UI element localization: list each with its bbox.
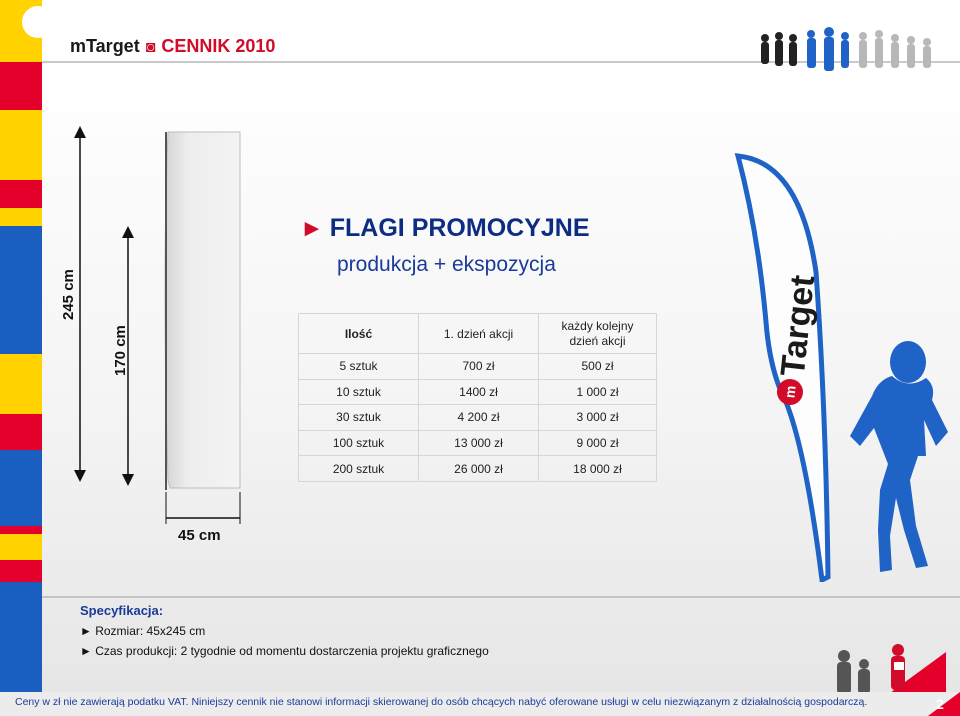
promo-flag-illustration (730, 152, 840, 582)
brand-prefix: m (70, 36, 87, 56)
table-cell: 700 zł (419, 354, 539, 380)
play-arrow-icon: ► (300, 215, 324, 242)
table-cell: 30 sztuk (299, 405, 419, 431)
person-silhouette (836, 340, 960, 580)
brand-name: Target (86, 36, 140, 56)
footer-disclaimer: Ceny w zł nie zawierają podatku VAT. Niniejszy cennik nie stanowi informacji skierowanej do osób chcących nabyć oferowane usługi w celu niezwiązanym z działalnością gospodarczą. (15, 696, 868, 708)
header-next-days (539, 314, 657, 354)
width-label: 45 cm (178, 527, 221, 544)
table-row (299, 379, 657, 405)
spec-production-time: Czas produkcji: 2 tygodnie od momentu dostarczenia projektu graficznego (95, 644, 489, 658)
crowd-illustration (755, 24, 955, 84)
table-row (299, 354, 657, 380)
total-height-label: 245 cm (60, 269, 77, 320)
table-row (299, 405, 657, 431)
table-header-row (299, 314, 657, 354)
team-illustration (826, 636, 946, 696)
price-table (298, 313, 657, 482)
table-cell: 26 000 zł (419, 456, 539, 482)
spec-item (80, 624, 205, 638)
table-cell: 13 000 zł (419, 430, 539, 456)
spec-divider (42, 596, 960, 598)
page-number: 2 (936, 696, 944, 712)
spec-size: Rozmiar: 45x245 cm (95, 624, 206, 638)
table-row (299, 456, 657, 482)
strip-corner-circle (0, 0, 60, 40)
flag-dimension-diagram (70, 120, 270, 530)
table-cell: 3 000 zł (539, 405, 657, 431)
flag-logo-text: Target (773, 273, 823, 379)
brand-separator: ◙ (145, 39, 156, 56)
header-next-days-line1: każdy kolejny (561, 318, 634, 333)
table-cell: 18 000 zł (539, 456, 657, 482)
catalog-title: CENNIK 2010 (161, 36, 276, 56)
section-title (300, 214, 590, 243)
flag-logo-prefix: m (781, 384, 799, 399)
header-quantity: Ilość (299, 314, 419, 354)
section-title-text: FLAGI PROMOCYJNE (329, 214, 590, 242)
table-cell: 10 sztuk (299, 379, 419, 405)
table-row (299, 430, 657, 456)
table-cell: 100 sztuk (299, 430, 419, 456)
pole-height-label: 170 cm (112, 325, 129, 376)
table-cell: 1 000 zł (539, 379, 657, 405)
table-cell: 500 zł (539, 354, 657, 380)
spec-title: Specyfikacja: (80, 603, 164, 618)
header-first-day: 1. dzień akcji (419, 314, 539, 354)
color-strip (0, 0, 42, 716)
spec-item (80, 644, 489, 658)
brand-header (70, 36, 275, 57)
table-cell: 5 sztuk (299, 354, 419, 380)
table-cell: 1400 zł (419, 379, 539, 405)
play-arrow-icon: ► (80, 644, 96, 658)
table-cell: 200 sztuk (299, 456, 419, 482)
play-arrow-icon: ► (80, 624, 96, 638)
section-subtitle: produkcja + ekspozycja (337, 253, 556, 276)
table-cell: 9 000 zł (539, 430, 657, 456)
header-next-days-line2: dzień akcji (569, 333, 626, 348)
table-cell: 4 200 zł (419, 405, 539, 431)
